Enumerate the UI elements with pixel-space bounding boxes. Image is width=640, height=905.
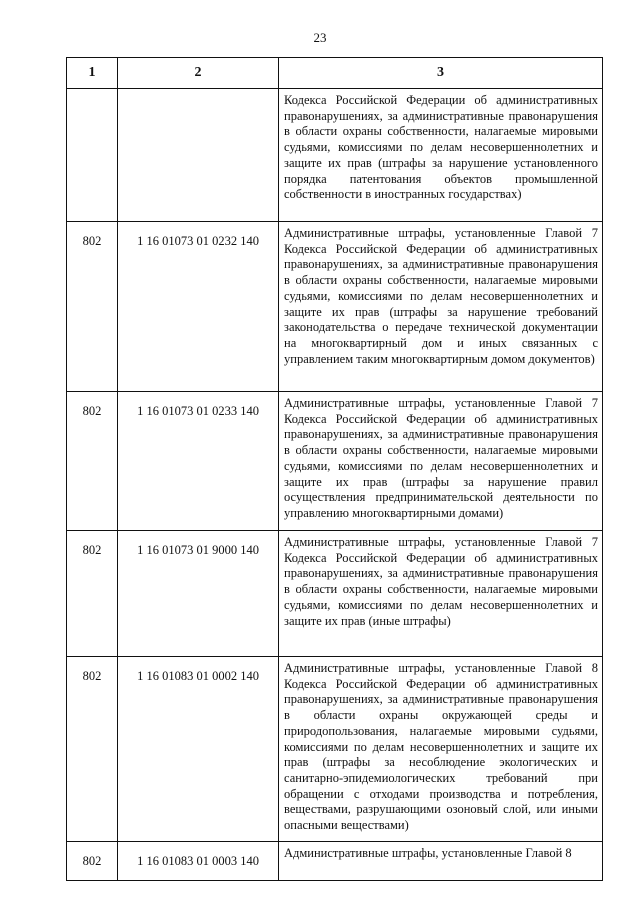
column-header-2: 2 [118,58,279,89]
admin-code-cell: 802 [67,222,118,392]
description-cell: Административные штрафы, установленные Главой 8 [279,842,603,881]
description-cell: Административные штрафы, установленные Главой 7 Кодекса Российской Федерации об административных правонарушениях, за административные правонарушения в области охраны собственности, налагаемые мировыми судьями, комиссиями по делам несовершеннолетних и защите их прав (штрафы за нарушение требований законодательства о передаче технической документации на многоквартирный дом и иных связанных с управлением таким многоквартирным домом документов) [279,222,603,392]
description-cell: Кодекса Российской Федерации об административных правонарушениях, за административные правонарушения в области охраны собственности, налагаемые мировыми судьями, комиссиями по делам несовершеннолетних и защите их прав (штрафы за нарушение установленного порядка патентования объектов промышленной собственности в иностранных государствах) [279,89,603,222]
table-row [67,842,603,881]
table-header-row [67,58,603,89]
admin-code-cell [67,89,118,222]
budget-code-cell [118,89,279,222]
budget-code-cell: 1 16 01083 01 0003 140 [118,842,279,881]
table-row [67,222,603,392]
description-cell: Административные штрафы, установленные Главой 7 Кодекса Российской Федерации об административных правонарушениях, за административные правонарушения в области охраны собственности, налагаемые мировыми судьями, комиссиями по делам несовершеннолетних и защите их прав (штрафы за нарушение правил осуществления предпринимательской деятельности по управлению многоквартирными домами) [279,392,603,531]
admin-code-cell: 802 [67,842,118,881]
description-cell: Административные штрафы, установленные Главой 7 Кодекса Российской Федерации об административных правонарушениях, за административные правонарушения в области охраны собственности, налагаемые мировыми судьями, комиссиями по делам несовершеннолетних и защите их прав (иные штрафы) [279,531,603,657]
page-number: 23 [313,30,327,45]
table-row [67,89,603,222]
admin-code-cell: 802 [67,392,118,531]
budget-code-cell: 1 16 01083 01 0002 140 [118,657,279,842]
table-row [67,657,603,842]
admin-code-cell: 802 [67,657,118,842]
admin-code-cell: 802 [67,531,118,657]
budget-codes-table [66,57,603,881]
budget-code-cell: 1 16 01073 01 0232 140 [118,222,279,392]
column-header-3: 3 [279,58,603,89]
table-row [67,531,603,657]
description-cell: Административные штрафы, установленные Главой 8 Кодекса Российской Федерации об административных правонарушениях, за административные правонарушения в области охраны окружающей среды и природопользования, налагаемые мировыми судьями, комиссиями по делам несовершеннолетних и защите их прав (штрафы за несоблюдение экологических и санитарно-эпидемиологических требований при обращении с отходами производства и потребления, веществами, разрушающими озоновый слой, или иными опасными веществами) [279,657,603,842]
budget-code-cell: 1 16 01073 01 9000 140 [118,531,279,657]
budget-code-cell: 1 16 01073 01 0233 140 [118,392,279,531]
table-row [67,392,603,531]
column-header-1: 1 [67,58,118,89]
